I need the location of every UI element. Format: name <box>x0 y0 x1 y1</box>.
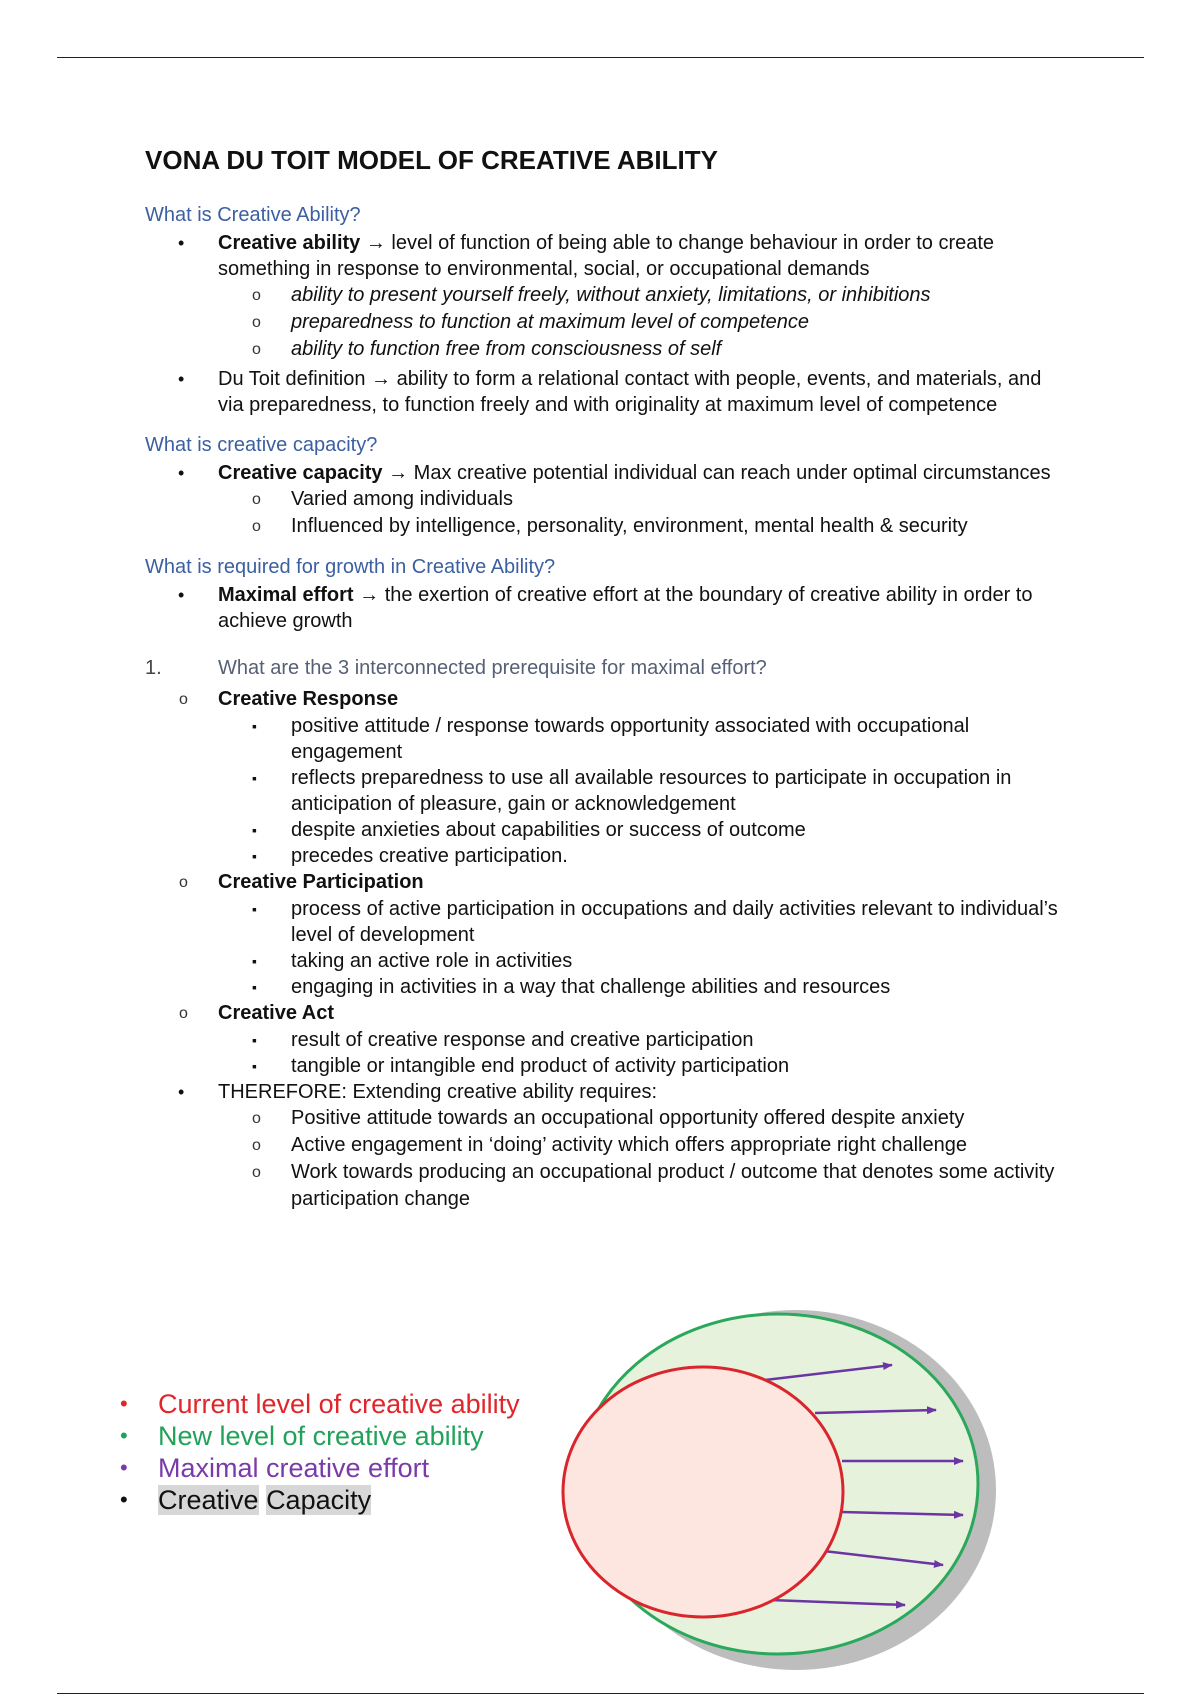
prerequisite-title: Creative Response <box>218 688 399 710</box>
circle-bullet-icon: o <box>179 1005 188 1022</box>
square-bullet-icon: ▪ <box>252 1058 257 1074</box>
creative-ability-diagram <box>560 1300 1020 1680</box>
square-bullet-icon: ▪ <box>252 718 257 734</box>
list-item <box>218 513 1065 540</box>
prerequisite-title: Creative Act <box>218 1002 334 1024</box>
circle-bullet-icon: o <box>252 314 261 331</box>
sub-list <box>218 896 1065 1000</box>
legend-new-level <box>120 1420 520 1452</box>
list-item <box>218 896 1065 948</box>
definition-text: → Max creative potential individual can reach under optimal circumstances <box>382 462 1051 484</box>
term-bold: Maximal effort <box>218 584 354 606</box>
square-bullet-icon: ▪ <box>252 770 257 786</box>
list-item-text: reflects preparedness to use all available resources to participate in occupation in anticipation of pleasure, gain or acknowledgement <box>291 767 1012 815</box>
sub-list <box>218 282 1065 363</box>
sub-list <box>218 1105 1065 1213</box>
list-item <box>218 843 1065 869</box>
therefore-list <box>145 1079 1065 1213</box>
prerequisite-list <box>145 686 1065 1079</box>
square-bullet-icon: ▪ <box>252 953 257 969</box>
circle-bullet-icon: o <box>252 1110 261 1127</box>
top-rule <box>57 57 1144 58</box>
legend-maximal-effort <box>120 1452 520 1484</box>
bullet-icon: • <box>178 369 185 389</box>
list-item-text: result of creative response and creative participation <box>291 1029 754 1051</box>
list-item <box>218 1027 1065 1053</box>
legend-label: Creative <box>158 1485 259 1515</box>
list-item-text: Varied among individuals <box>291 488 513 510</box>
list-item-text: taking an active role in activities <box>291 950 573 972</box>
prerequisite-creative-participation <box>145 869 1065 1000</box>
list-item <box>145 1079 1065 1213</box>
list-item-text: tangible or intangible end product of activity participation <box>291 1055 790 1077</box>
bullet-icon: • <box>178 463 185 483</box>
square-bullet-icon: ▪ <box>252 901 257 917</box>
square-bullet-icon: ▪ <box>252 822 257 838</box>
legend-label: Capacity <box>266 1485 372 1515</box>
bullet-icon: • <box>120 1391 128 1416</box>
square-bullet-icon: ▪ <box>252 1032 257 1048</box>
document-page <box>145 145 1065 1213</box>
bullet-list <box>145 582 1065 634</box>
therefore-text: THEREFORE: Extending creative ability requires: <box>218 1081 658 1103</box>
list-item-text: Work towards producing an occupational product / outcome that denotes some activity participation change <box>291 1161 1055 1210</box>
bullet-icon: • <box>120 1423 128 1448</box>
circle-bullet-icon: o <box>252 1137 261 1154</box>
square-bullet-icon: ▪ <box>252 848 257 864</box>
circle-bullet-icon: o <box>252 287 261 304</box>
list-item <box>218 309 1065 336</box>
list-item-text: ability to function free from consciousness of self <box>291 338 722 360</box>
list-item <box>218 713 1065 765</box>
list-item-text: despite anxieties about capabilities or success of outcome <box>291 819 806 841</box>
sub-list <box>218 486 1065 540</box>
circle-bullet-icon: o <box>179 874 188 891</box>
list-item <box>218 974 1065 1000</box>
bullet-icon: • <box>120 1487 128 1512</box>
list-item <box>218 948 1065 974</box>
legend-label: Current level of creative ability <box>158 1389 520 1419</box>
sub-list <box>218 1027 1065 1079</box>
legend-current-level <box>120 1388 520 1420</box>
list-item <box>218 1105 1065 1132</box>
list-item-text: engaging in activities in a way that challenge abilities and resources <box>291 976 891 998</box>
bullet-list <box>145 460 1065 540</box>
list-item <box>218 282 1065 309</box>
list-item <box>218 1159 1065 1213</box>
bullet-icon: • <box>120 1455 128 1480</box>
bullet-list <box>145 230 1065 418</box>
section-growth <box>145 554 1065 634</box>
list-item-text: positive attitude / response towards opportunity associated with occupational engagement <box>291 715 970 763</box>
list-item <box>145 582 1065 634</box>
bullet-icon: • <box>178 1082 185 1102</box>
list-item <box>218 1053 1065 1079</box>
question-text: What are the 3 interconnected prerequisite for maximal effort? <box>218 657 767 679</box>
circle-bullet-icon: o <box>252 1164 261 1181</box>
current-level-shape <box>563 1367 843 1617</box>
list-item <box>218 336 1065 363</box>
bottom-rule <box>57 1693 1144 1694</box>
list-item-text: Positive attitude towards an occupational opportunity offered despite anxiety <box>291 1107 965 1129</box>
list-item <box>218 765 1065 817</box>
list-item-text: preparedness to function at maximum level of competence <box>291 311 810 333</box>
section-creative-capacity <box>145 432 1065 540</box>
page-title: VONA DU TOIT MODEL OF CREATIVE ABILITY <box>145 145 718 175</box>
circle-bullet-icon: o <box>252 341 261 358</box>
list-item-text: Influenced by intelligence, personality, environment, mental health & security <box>291 515 968 537</box>
legend-label: Maximal creative effort <box>158 1453 430 1483</box>
list-item <box>218 1132 1065 1159</box>
bullet-icon: • <box>178 585 185 605</box>
definition-text: → the exertion of creative effort at the boundary of creative ability in order to achieve growth <box>218 584 1033 632</box>
circle-bullet-icon: o <box>179 691 188 708</box>
square-bullet-icon: ▪ <box>252 979 257 995</box>
sub-list <box>218 713 1065 869</box>
numbered-question <box>145 654 1065 682</box>
section-creative-ability <box>145 202 1065 418</box>
section-heading: What is required for growth in Creative Ability? <box>145 556 556 578</box>
diagram-legend <box>120 1388 520 1516</box>
definition-text: Du Toit definition → ability to form a relational contact with people, events, and materials, and via preparedness, to function freely and with originality at maximum level of competence <box>218 368 1042 416</box>
bullet-icon: • <box>178 233 185 253</box>
list-item <box>218 486 1065 513</box>
term-bold: Creative capacity <box>218 462 383 484</box>
list-item <box>218 817 1065 843</box>
term-bold: Creative ability <box>218 232 361 254</box>
prerequisite-creative-act <box>145 1000 1065 1079</box>
list-item-text: ability to present yourself freely, without anxiety, limitations, or inhibitions <box>291 284 931 306</box>
list-item-text: process of active participation in occupations and daily activities relevant to individual’s level of development <box>291 898 1058 946</box>
legend-creative-capacity <box>120 1484 520 1516</box>
section-heading: What is creative capacity? <box>145 434 378 456</box>
list-item-text: precedes creative participation. <box>291 845 568 867</box>
list-item <box>145 460 1065 540</box>
list-item <box>145 230 1065 363</box>
legend-label: New level of creative ability <box>158 1421 484 1451</box>
list-item <box>145 366 1065 418</box>
circle-bullet-icon: o <box>252 518 261 535</box>
list-number: 1. <box>145 657 162 679</box>
definition-text: → level of function of being able to change behaviour in order to create something in response to environmental, social, or occupational demands <box>218 232 995 280</box>
section-heading: What is Creative Ability? <box>145 204 361 226</box>
prerequisite-title: Creative Participation <box>218 871 424 893</box>
prerequisite-creative-response <box>145 686 1065 869</box>
list-item-text: Active engagement in ‘doing’ activity which offers appropriate right challenge <box>291 1134 967 1156</box>
circle-bullet-icon: o <box>252 491 261 508</box>
